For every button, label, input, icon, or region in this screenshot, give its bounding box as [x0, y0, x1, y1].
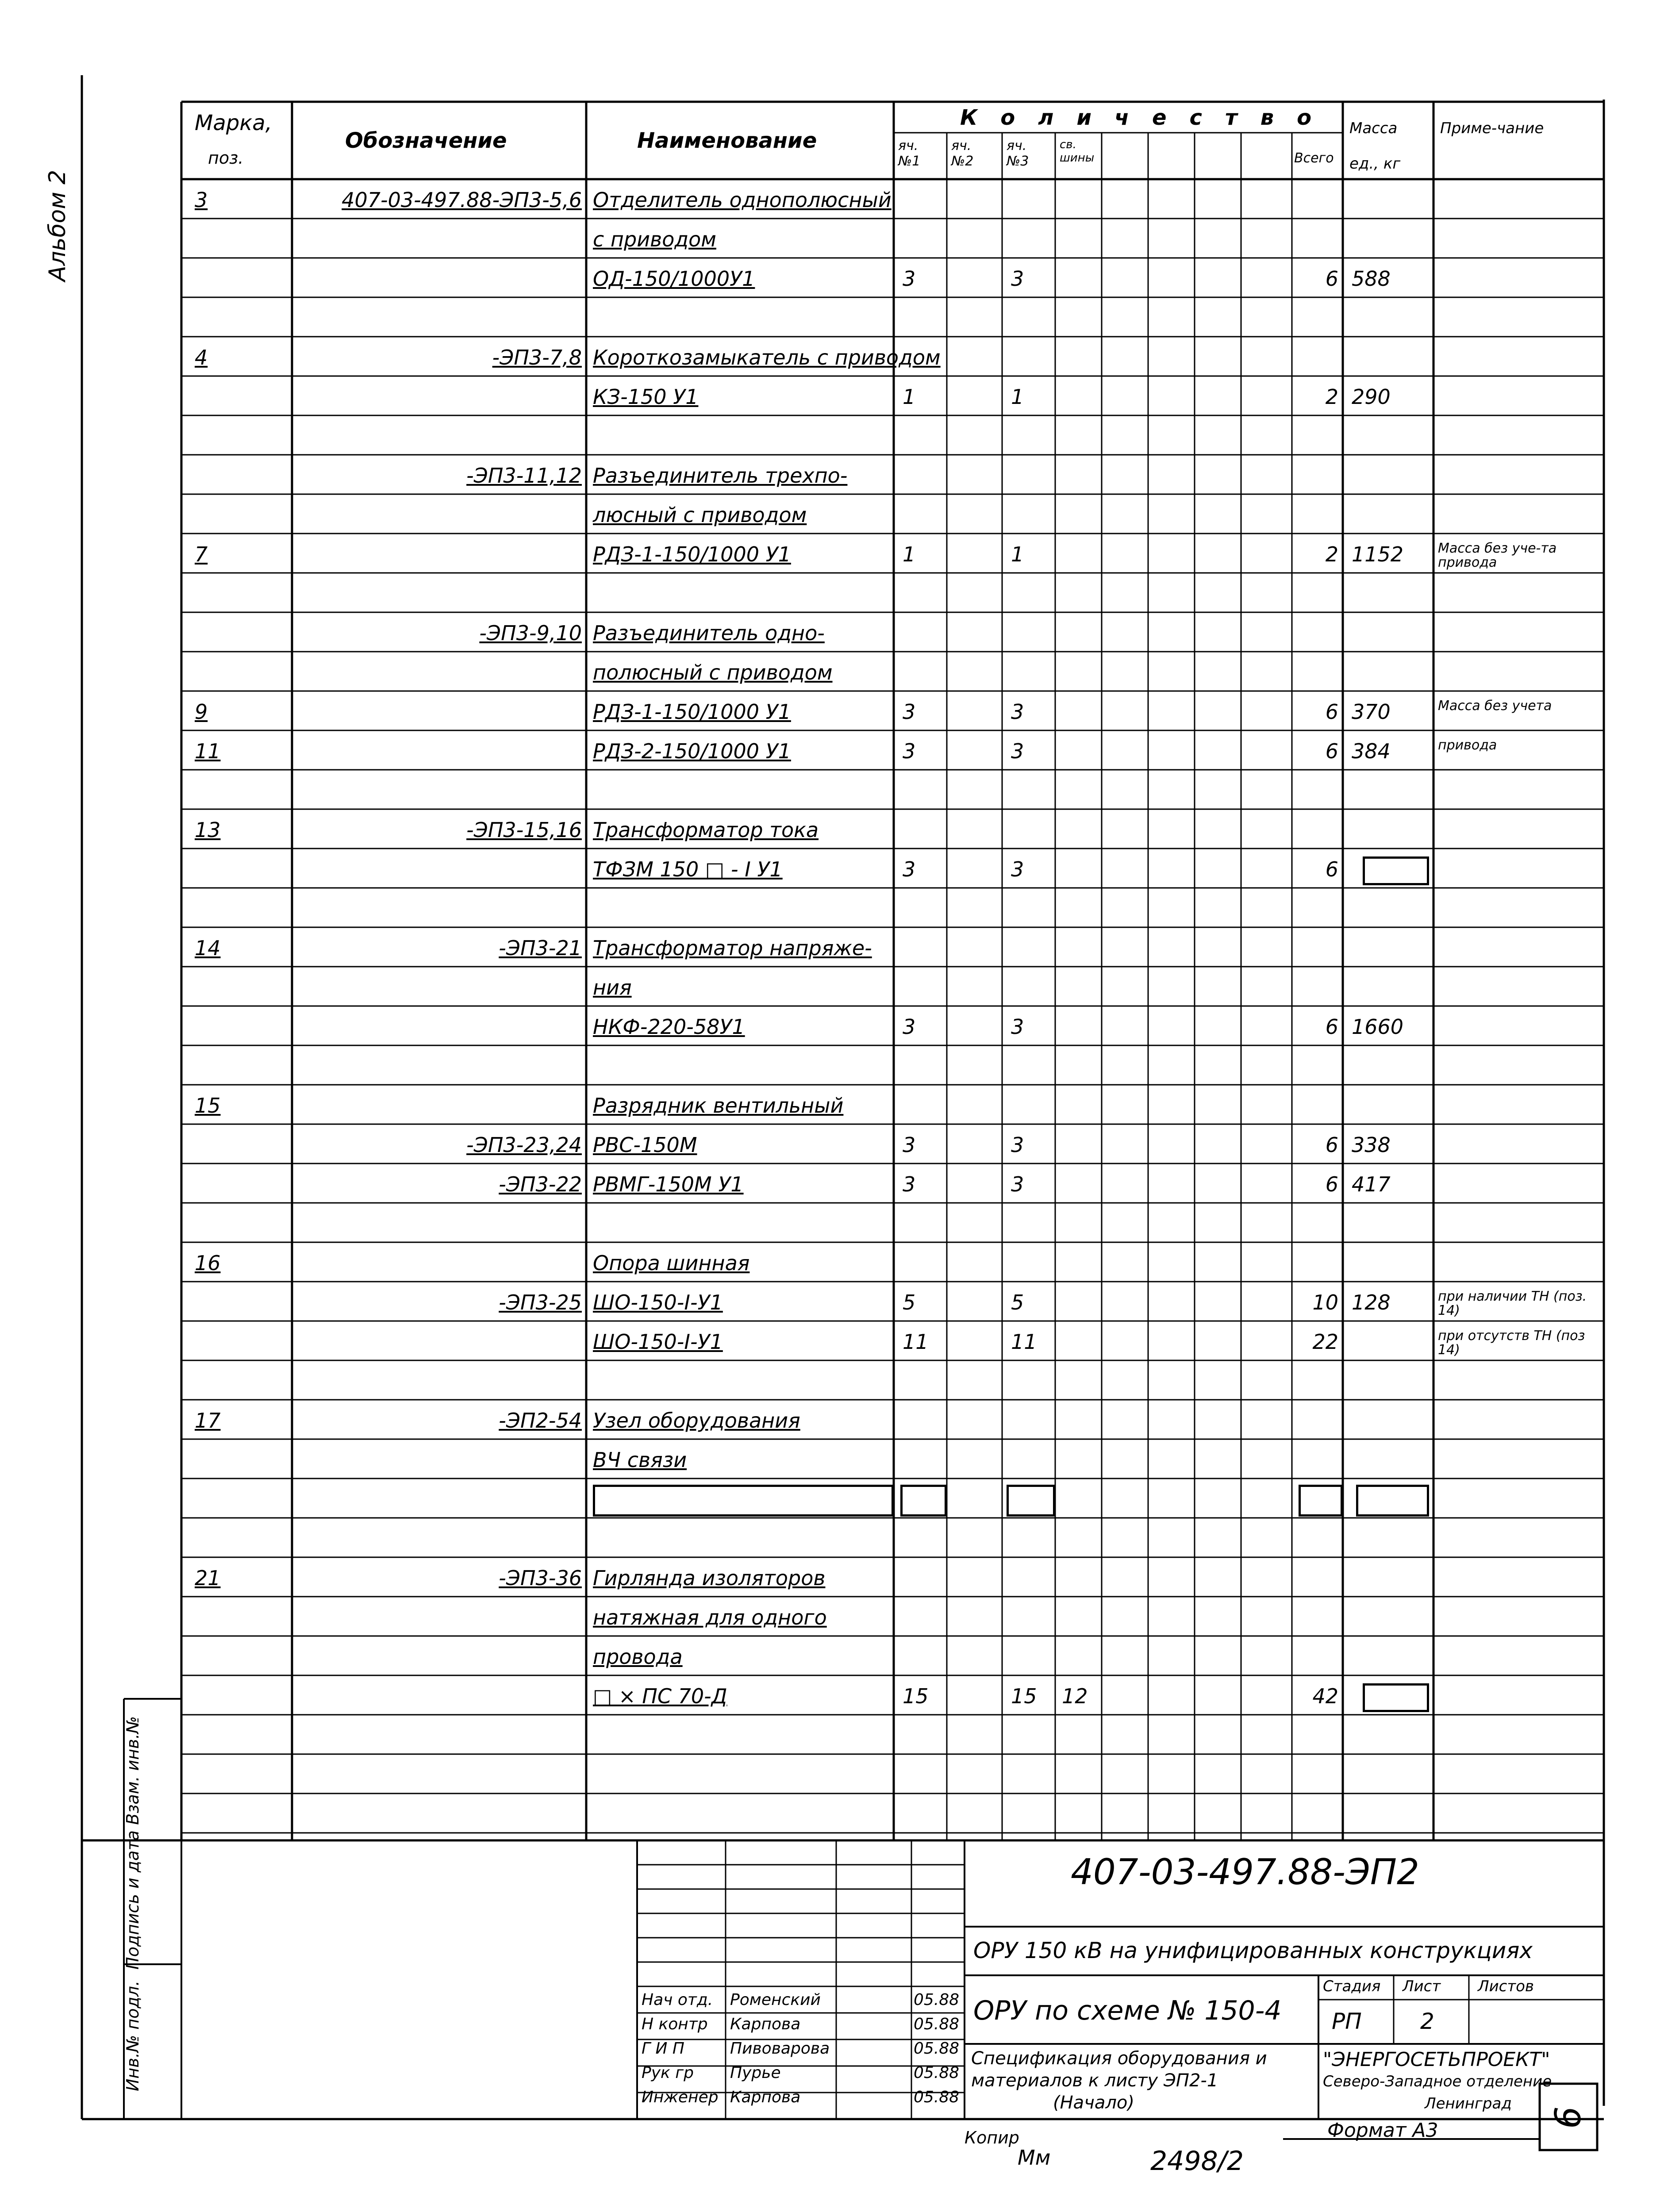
cell-total: 22 [1312, 1330, 1338, 1354]
mass-placeholder-box [1363, 856, 1429, 885]
cell-q1: 15 [903, 1684, 929, 1708]
cell-pos: 7 [195, 542, 208, 566]
cell-pos: 16 [195, 1251, 221, 1275]
cell-q1: 11 [903, 1330, 929, 1354]
header-oboznachenie: Обозначение [345, 128, 507, 153]
cell-q3: 3 [1011, 857, 1024, 881]
cell-q3: 3 [1011, 1172, 1024, 1196]
stamp-vzam-inv: Взам. инв.№ [123, 1716, 142, 1825]
stage-label: Стадия [1323, 1978, 1381, 1995]
cell-note: Масса без уче-та привода [1438, 541, 1557, 570]
signature-role: Г И П [642, 2039, 684, 2058]
format-label: Формат А3 [1327, 2119, 1438, 2142]
signature-date: 05.88 [914, 2088, 960, 2106]
cell-mass: 128 [1352, 1290, 1391, 1314]
cell-pos: 13 [195, 818, 221, 842]
cell-name: РВМГ-150М У1 [593, 1172, 744, 1196]
cell-name: провода [593, 1645, 683, 1669]
sheet-value: 2 [1420, 2008, 1434, 2034]
cell-name: Гирлянда изоляторов [593, 1566, 826, 1590]
header-ych1: яч. №1 [898, 138, 921, 169]
signature-role: Нач отд. [642, 1991, 713, 2009]
cell-note: Масса без учета [1438, 698, 1552, 714]
cell-name: Опора шинная [593, 1251, 750, 1275]
cell-pos: 11 [195, 739, 221, 763]
cell-total: 6 [1325, 1172, 1338, 1196]
cell-oboz: -ЭП3-11,12 [466, 464, 582, 488]
cell-total: 10 [1312, 1290, 1338, 1314]
signature-name: Пивоварова [730, 2039, 830, 2058]
cell-pos: 14 [195, 936, 221, 960]
placeholder-box [900, 1485, 947, 1517]
doc-code: 407-03-497.88-ЭП2 [1071, 1851, 1419, 1893]
cell-q1: 3 [903, 1172, 916, 1196]
cell-name: □ × ПС 70-Д [593, 1684, 727, 1708]
cell-name: Разъединитель трехпо- [593, 464, 848, 488]
header-pos: поз. [208, 148, 244, 168]
signature-date: 05.88 [914, 2039, 960, 2058]
cell-oboz: -ЭП3-36 [499, 1566, 582, 1590]
signature-date: 05.88 [914, 2064, 960, 2082]
cell-name: люсный с приводом [593, 503, 807, 527]
cell-note: при наличии ТН (поз. 14) [1438, 1289, 1587, 1318]
scheme-title: ОРУ по схеме № 150-4 [973, 1995, 1282, 2026]
cell-note: привода [1438, 737, 1497, 753]
cell-q3: 11 [1011, 1330, 1037, 1354]
header-massa: Масса ед., кг [1349, 119, 1401, 173]
cell-oboz: -ЭП2-54 [499, 1409, 582, 1432]
cell-q3: 5 [1011, 1290, 1024, 1314]
cell-q3: 3 [1011, 1133, 1024, 1157]
cell-total: 2 [1325, 385, 1338, 409]
sheet-label: Лист [1403, 1978, 1441, 1995]
cell-name: Трансформатор тока [593, 818, 819, 842]
org-city: Ленинград [1425, 2095, 1512, 2112]
cell-q1: 5 [903, 1290, 916, 1314]
cell-q4: 12 [1062, 1684, 1088, 1708]
cell-total: 42 [1312, 1684, 1338, 1708]
cell-name: ния [593, 975, 632, 999]
signature-name: Карпова [730, 2015, 801, 2033]
placeholder-box [1299, 1485, 1343, 1517]
cell-name: ШО-150-I-У1 [593, 1330, 723, 1354]
cell-oboz: -ЭП3-23,24 [466, 1133, 582, 1157]
cell-name: Короткозамыкатель с приводом [593, 346, 941, 369]
cell-q1: 3 [903, 700, 916, 724]
cell-mass: 338 [1352, 1133, 1391, 1157]
cell-name: ТФЗМ 150 □ - I У1 [593, 857, 783, 881]
cell-name: полюсный с приводом [593, 661, 833, 684]
cell-pos: 17 [195, 1409, 221, 1432]
header-marka: Марка, [195, 111, 272, 135]
placeholder-box [1007, 1485, 1055, 1517]
cell-name: РДЗ-2-150/1000 У1 [593, 739, 791, 763]
cell-total: 6 [1325, 700, 1338, 724]
cell-name: РДЗ-1-150/1000 У1 [593, 542, 791, 566]
cell-total: 6 [1325, 739, 1338, 763]
cell-q1: 3 [903, 857, 916, 881]
sheets-label: Листов [1478, 1978, 1534, 1995]
cell-name: ВЧ связи [593, 1448, 687, 1472]
cell-pos: 9 [195, 700, 208, 724]
cell-total: 6 [1325, 857, 1338, 881]
cell-name: Разъединитель одно- [593, 621, 825, 645]
cell-name: КЗ-150 У1 [593, 385, 699, 409]
spec-desc-3: (Начало) [1053, 2093, 1134, 2113]
signature-date: 05.88 [914, 2015, 960, 2033]
cell-mass: 384 [1352, 739, 1391, 763]
cell-total: 6 [1325, 1015, 1338, 1039]
album-label: Альбом 2 [44, 169, 71, 282]
cell-oboz: -ЭП3-25 [499, 1290, 582, 1314]
signature-role: Инженер [642, 2088, 719, 2106]
cell-q1: 3 [903, 1015, 916, 1039]
cell-oboz: -ЭП3-21 [499, 936, 582, 960]
header-sv: св. шины [1060, 138, 1095, 165]
stamp-inv-podl: Инв.№ подл. [123, 1980, 142, 2092]
cell-mass: 290 [1352, 385, 1391, 409]
cell-pos: 21 [195, 1566, 221, 1590]
cell-name: ОД-150/1000У1 [593, 267, 755, 291]
cell-mass: 1660 [1352, 1015, 1404, 1039]
cell-name: Отделитель однополюсный [593, 188, 892, 212]
cell-q3: 1 [1011, 542, 1024, 566]
placeholder-box [1356, 1485, 1429, 1517]
cell-q3: 3 [1011, 739, 1024, 763]
cell-total: 6 [1325, 1133, 1338, 1157]
cell-oboz: -ЭП3-15,16 [466, 818, 582, 842]
signature-date: 05.88 [914, 1991, 960, 2009]
cell-mass: 1152 [1352, 542, 1404, 566]
cell-note: при отсутств ТН (поз 14) [1438, 1328, 1585, 1358]
cell-total: 2 [1325, 542, 1338, 566]
cell-q1: 3 [903, 267, 916, 291]
inventory-number: 2498/2 [1150, 2146, 1244, 2177]
page-number: 9 [1545, 2106, 1587, 2129]
cell-mass: 588 [1352, 267, 1391, 291]
cell-total: 6 [1325, 267, 1338, 291]
cell-oboz: -ЭП3-9,10 [479, 621, 582, 645]
cell-name: Узел оборудования [593, 1409, 800, 1432]
header-primechanie: Приме-чание [1440, 119, 1544, 137]
cell-q3: 3 [1011, 267, 1024, 291]
cell-q3: 1 [1011, 385, 1024, 409]
header-ych3: яч. №3 [1007, 138, 1029, 169]
header-ych2: яч. №2 [951, 138, 974, 169]
cell-pos: 4 [195, 346, 208, 369]
cell-name: с приводом [593, 227, 716, 251]
project-title: ОРУ 150 кВ на унифицированных конструкциях [973, 1938, 1533, 1963]
cell-q3: 15 [1011, 1684, 1037, 1708]
cell-oboz: -ЭП3-22 [499, 1172, 582, 1196]
spec-desc-2: материалов к листу ЭП2-1 [971, 2070, 1218, 2091]
signature-name: Роменский [730, 1991, 821, 2009]
cell-name: Трансформатор напряже- [593, 936, 872, 960]
cell-q3: 3 [1011, 700, 1024, 724]
stamp-podpis-data: Подпись и дата [123, 1830, 142, 1970]
cell-oboz: -ЭП3-7,8 [492, 346, 582, 369]
header-vsego: Всего [1294, 150, 1334, 166]
cell-q1: 3 [903, 1133, 916, 1157]
kopir-label: Копир [965, 2128, 1019, 2147]
cell-q3: 3 [1011, 1015, 1024, 1039]
cell-pos: 3 [195, 188, 208, 212]
cell-name: ШО-150-I-У1 [593, 1290, 723, 1314]
cell-name: НКФ-220-58У1 [593, 1015, 745, 1039]
signature-name: Карпова [730, 2088, 801, 2106]
stage-value: РП [1332, 2008, 1362, 2034]
cell-name: натяжная для одного [593, 1605, 827, 1629]
org-branch: Северо-Западное отделение [1323, 2073, 1552, 2090]
placeholder-box [593, 1485, 894, 1517]
cell-name: РВС-150М [593, 1133, 697, 1157]
cell-q1: 1 [903, 542, 916, 566]
signature-role: Рук гр [642, 2064, 694, 2082]
org-name: "ЭНЕРГОСЕТЬПРОЕКТ" [1323, 2048, 1550, 2071]
cell-pos: 15 [195, 1094, 221, 1118]
cell-q1: 1 [903, 385, 916, 409]
cell-mass: 370 [1352, 700, 1391, 724]
signature-role: Н контр [642, 2015, 708, 2033]
cell-oboz: 407-03-497.88-ЭП3-5,6 [342, 188, 582, 212]
header-naimenovanie: Наименование [637, 128, 817, 153]
kopir-sign: Мм [1018, 2146, 1051, 2170]
cell-mass: 417 [1352, 1172, 1391, 1196]
mass-placeholder-box [1363, 1683, 1429, 1712]
signature-name: Пурье [730, 2064, 781, 2082]
cell-name: Разрядник вентильный [593, 1094, 844, 1118]
cell-name: РДЗ-1-150/1000 У1 [593, 700, 791, 724]
cell-q1: 3 [903, 739, 916, 763]
header-kolichestvo: Количество [960, 105, 1335, 130]
spec-desc-1: Спецификация оборудования и [971, 2048, 1267, 2069]
